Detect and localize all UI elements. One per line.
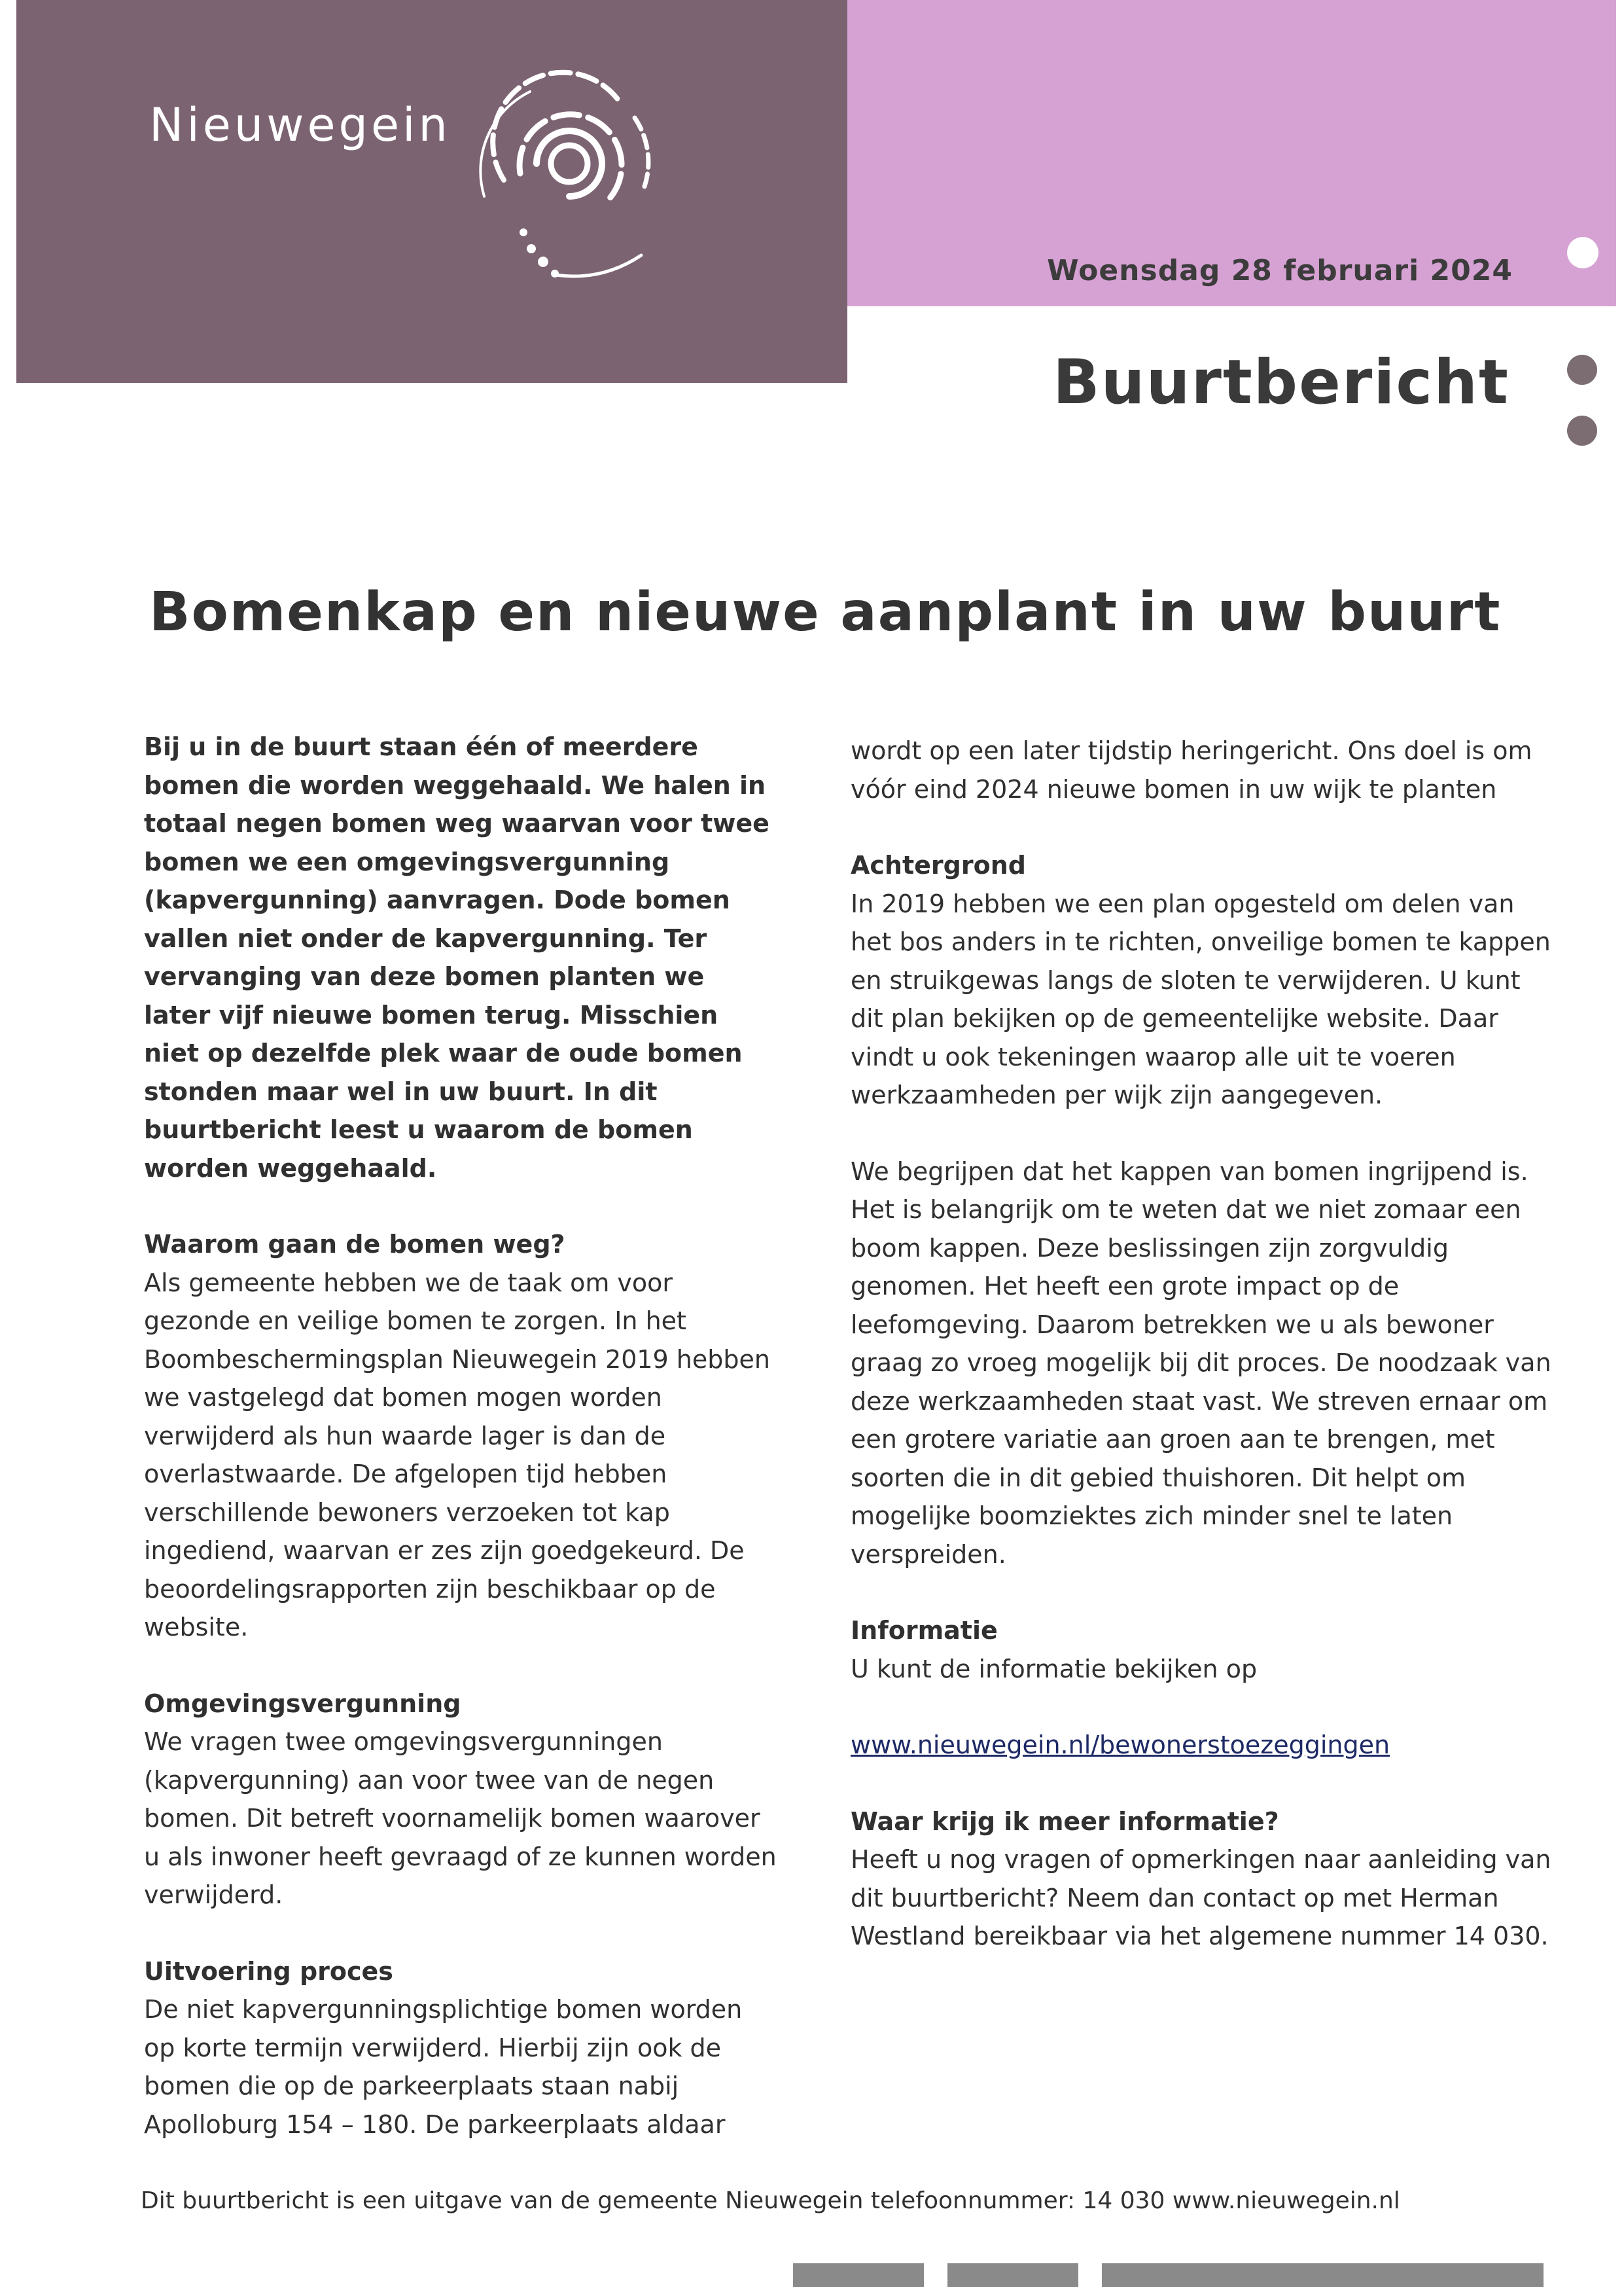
left-column xyxy=(144,728,779,2144)
footer-bar xyxy=(793,2263,924,2287)
section-title: Waarom gaan de bomen weg? xyxy=(144,1230,565,1259)
document-type-title: Buurtbericht xyxy=(1053,347,1509,418)
continuation-paragraph: wordt op een later tijdstip heringericht. Ons doel is om vóór eind 2024 nieuwe bomen in uw wijk te planten xyxy=(851,736,1532,804)
info-link[interactable]: www.nieuwegein.nl/bewonerstoezeggingen xyxy=(851,1731,1390,1759)
section-body: De niet kapvergunningsplichtige bomen worden op korte termijn verwijderd. Hierbij zijn ook de bomen die op de parkeerplaats staan nabij Apolloburg 154 – 180. De parkeerplaats aldaar xyxy=(144,1995,743,2139)
spiral-logo-icon xyxy=(458,65,680,308)
section-title: Achtergrond xyxy=(851,851,1026,880)
section-body: Als gemeente hebben we de taak om voor gezonde en veilige bomen te zorgen. In het Boombeschermingsplan Nieuwegein 2019 hebben we vastgelegd dat bomen mogen worden verwijderd als hun waarde lager is dan de overlastwaarde. De afgelopen tijd hebben verschillende bewoners verzoeken tot kap ingediend, waarvan er zes zijn goedgekeurd. De beoordelingsrapporten zijn beschikbaar op de website. xyxy=(144,1268,770,1641)
footer-bar xyxy=(1102,2263,1544,2287)
section-body: In 2019 hebben we een plan opgesteld om delen van het bos anders in te richten, onveilige bomen te kappen en struikgewas langs de sloten te verwijderen. U kunt dit plan bekijken op de gemeentelijke website. Daar vindt u ook tekeningen waarop alle uit te voeren werkzaamheden per wijk zijn aangegeven. xyxy=(851,889,1551,1109)
logo-text: Nieuwegein xyxy=(149,98,451,152)
section-title: Uitvoering proces xyxy=(144,1956,393,1986)
header-logo-block xyxy=(16,0,847,383)
intro-paragraph: Bij u in de buurt staan één of meerdere bomen die worden weggehaald. We halen in totaal negen bomen weg waarvan voor twee bomen we een omgevingsvergunning (kapvergunning) aanvragen. Dode bomen vallen niet onder de kapvergunning. Ter vervanging van deze bomen planten we later vijf nieuwe bomen terug. Misschien niet op dezelfde plek waar de oude bomen stonden maar wel in uw buurt. In dit buurtbericht leest u waarom de bomen worden weggehaald. xyxy=(144,732,769,1183)
page-title: Bomenkap en nieuwe aanplant in uw buurt xyxy=(149,581,1502,643)
section-title: Waar krijg ik meer informatie? xyxy=(851,1806,1279,1836)
right-column xyxy=(851,732,1557,1956)
footer-text: Dit buurtbericht is een uitgave van de gemeente Nieuwegein telefoonnummer: 14 030 www.nieuwegein.nl xyxy=(141,2187,1400,2214)
section-title: Omgevingsvergunning xyxy=(144,1689,461,1718)
section-title: Informatie xyxy=(851,1616,998,1645)
decorative-dot xyxy=(1567,355,1597,385)
section-body: U kunt de informatie bekijken op xyxy=(851,1654,1258,1683)
publication-date: Woensdag 28 februari 2024 xyxy=(1047,254,1513,287)
section-body: We vragen twee omgevingsvergunningen (kapvergunning) aan voor twee van de negen bomen. Dit betreft voornamelijk bomen waarover u als inwoner heeft gevraagd of ze kunnen worden verwijderd. xyxy=(144,1727,777,1909)
footer-bar xyxy=(947,2263,1078,2287)
decorative-dot xyxy=(1567,237,1598,268)
decorative-dot xyxy=(1567,416,1597,446)
section-body: Heeft u nog vragen of opmerkingen naar aanleiding van dit buurtbericht? Neem dan contact op met Herman Westland bereikbaar via het algemene nummer 14 030. xyxy=(851,1845,1551,1950)
section-body: We begrijpen dat het kappen van bomen ingrijpend is. Het is belangrijk om te weten dat we niet zomaar een boom kappen. Deze beslissingen zijn zorgvuldig genomen. Het heeft een grote impact op de leefomgeving. Daarom betrekken we u als bewoner graag zo vroeg mogelijk bij dit proces. De noodzaak van deze werkzaamheden staat vast. We streven ernaar om een grotere variatie aan groen aan te brengen, met soorten die in dit gebied thuishoren. Dit helpt om mogelijke boomziektes zich minder snel te laten verspreiden. xyxy=(851,1157,1551,1569)
